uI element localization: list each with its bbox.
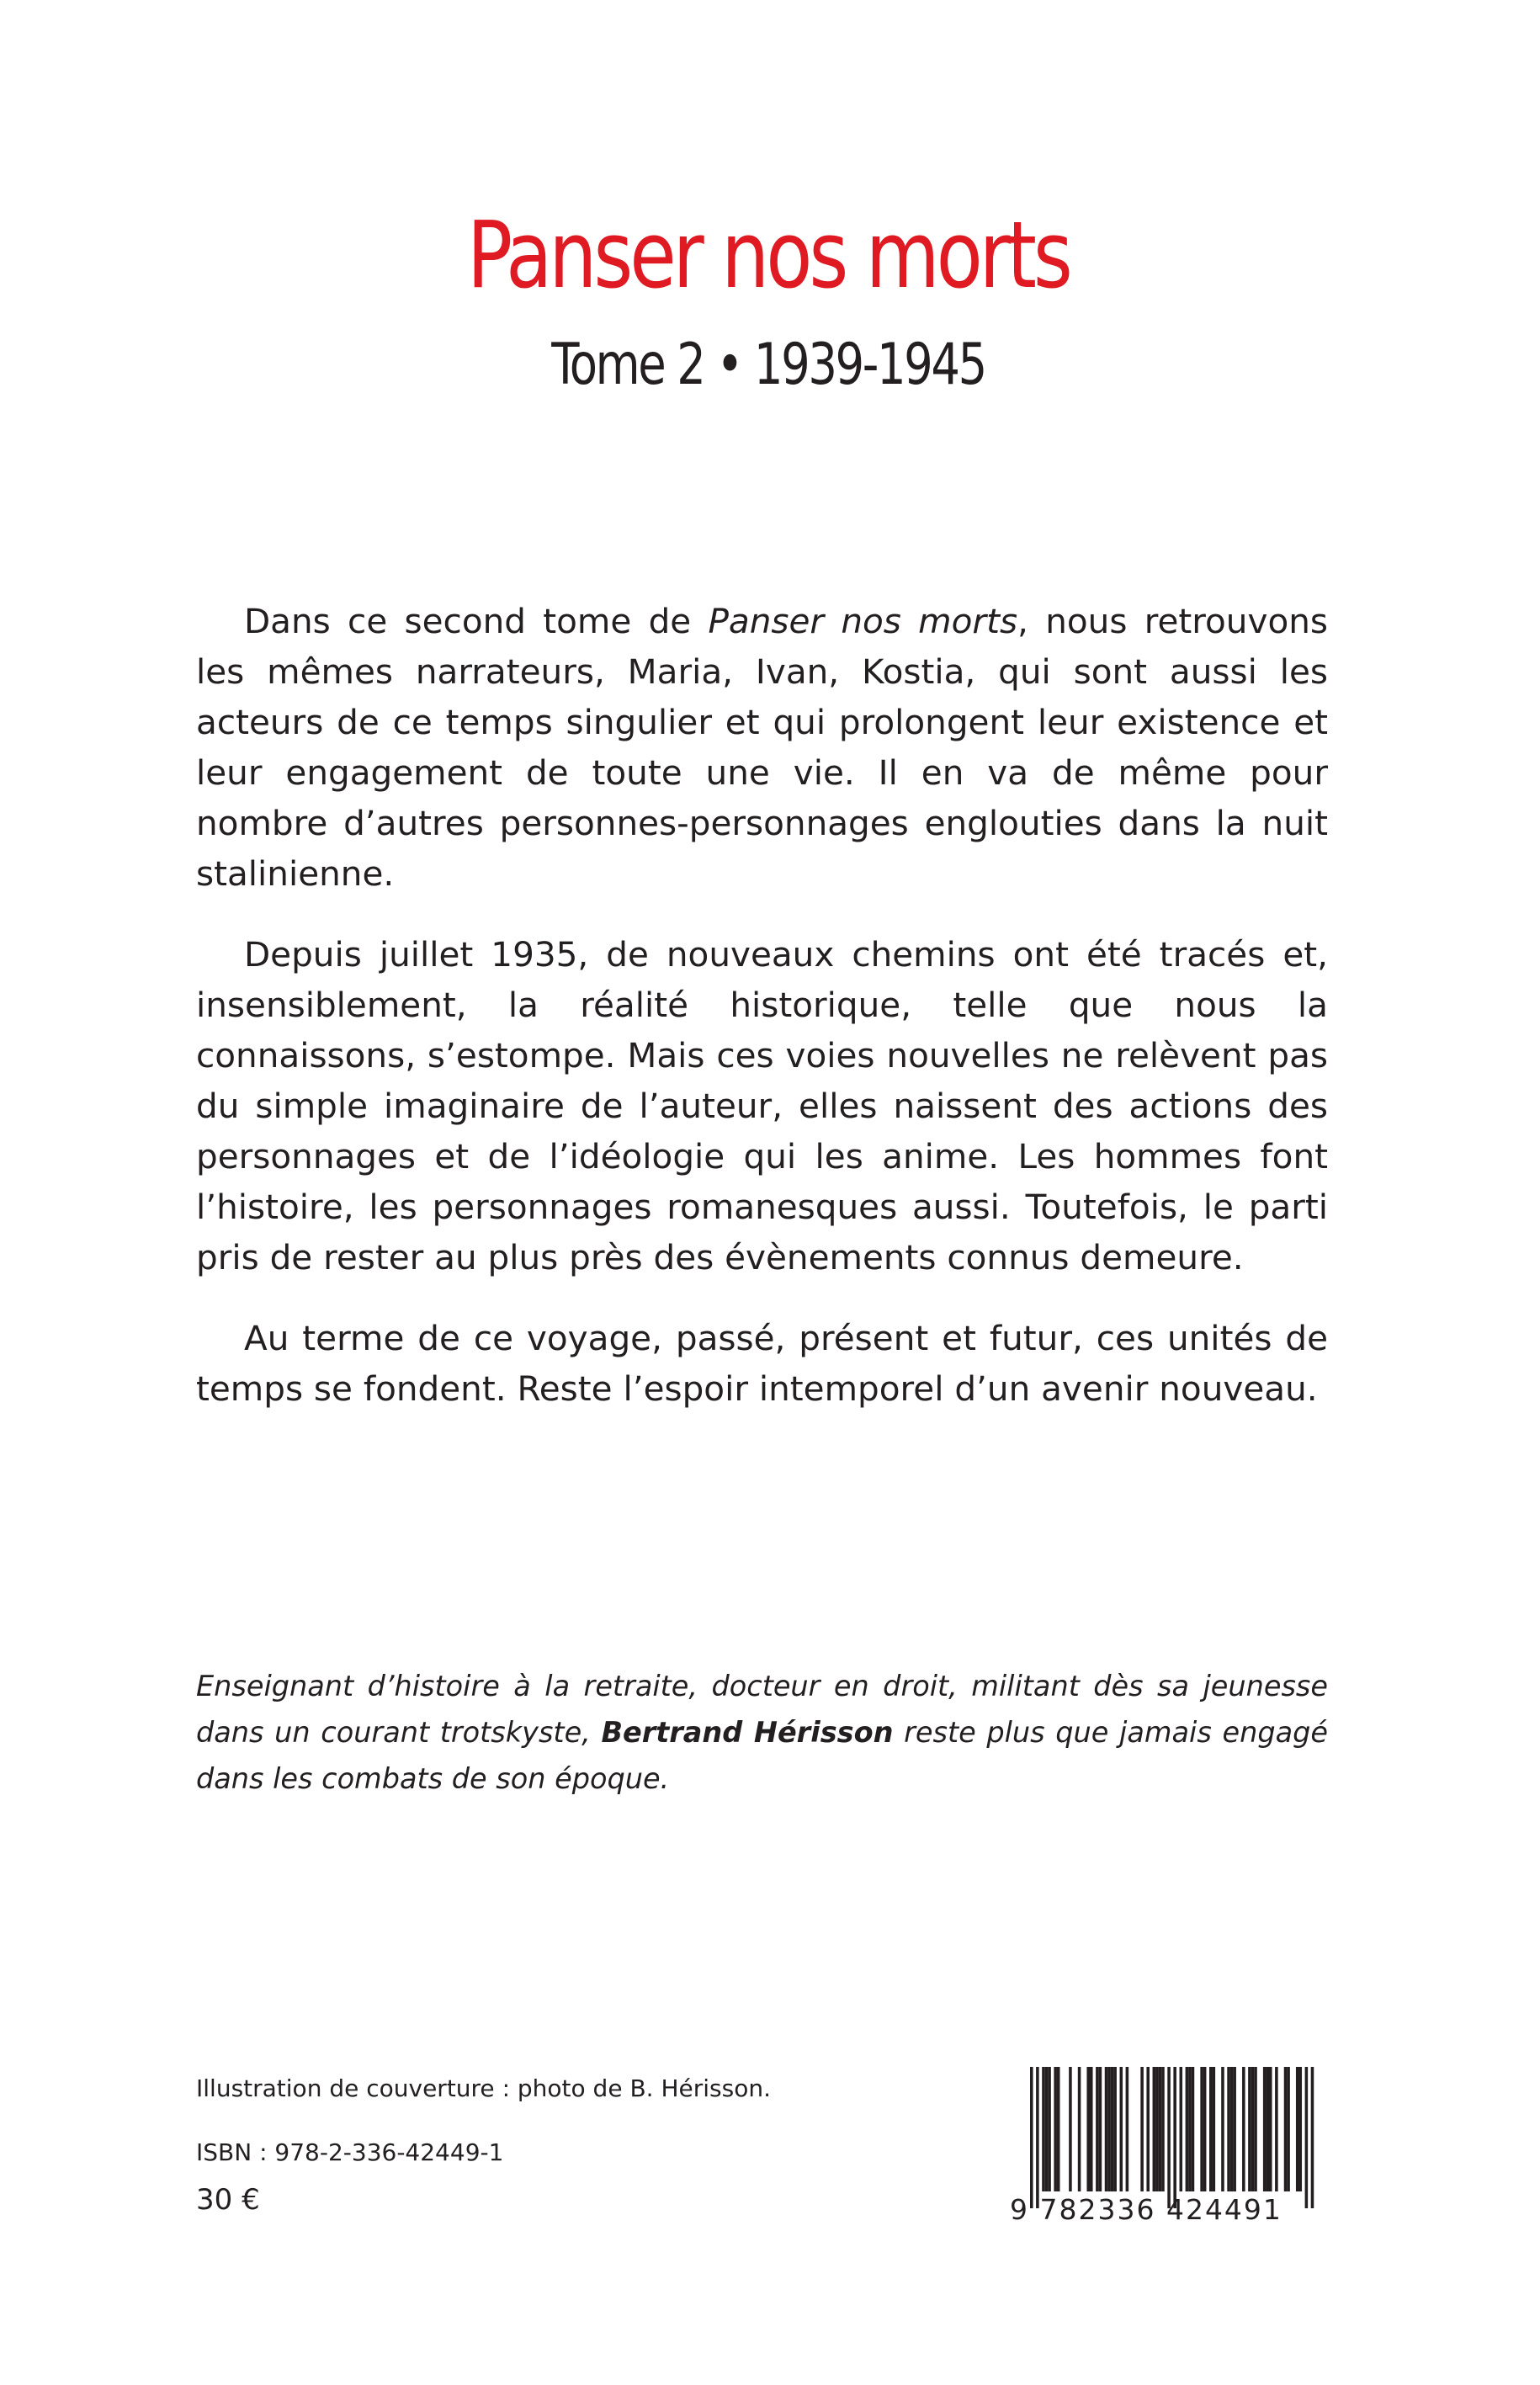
price: 30 €	[196, 2183, 260, 2217]
barcode-bar	[1113, 2067, 1117, 2191]
barcode-bar	[1227, 2067, 1230, 2191]
barcode-bar	[1233, 2067, 1236, 2191]
barcode-bar	[1155, 2067, 1159, 2191]
barcode-digits: 9 782336 424491	[1010, 2193, 1282, 2226]
barcode-bar	[1186, 2067, 1189, 2191]
barcode-bar	[1045, 2067, 1049, 2191]
barcode-bar	[1213, 2067, 1216, 2191]
barcode-bar	[1266, 2067, 1269, 2191]
barcode-bar	[1188, 2067, 1192, 2191]
synopsis-paragraph-2: Depuis juillet 1935, de nouveaux chemins ont été tracés et, insensiblement, la réalité historique, telle que nous la connaissons, s’estompe. Mais ces voies nouvelles ne relèvent pas du simple imaginaire de l’auteur, elles naissent des actions des personnages et de l’idéologie qui les anime. Les hommes font l’histoire, les personnages romanesques aussi. Toutefois, le parti pris de rester au plus près des évènements connus demeure.	[196, 934, 1328, 1277]
barcode-bar	[1153, 2067, 1156, 2191]
barcode-bar	[1209, 2067, 1213, 2191]
book-subtitle: Tome 2 • 1939-1945	[551, 332, 985, 398]
barcode-bar	[1030, 2067, 1033, 2208]
author-bio-after: reste plus que jamais engagé dans les combats de son époque.	[196, 1716, 1328, 1795]
barcode-bar	[1159, 2067, 1162, 2191]
barcode-bar	[1230, 2067, 1234, 2191]
barcode-bar	[1167, 2067, 1171, 2208]
author-bio	[196, 1663, 1328, 1802]
barcode-bar	[1111, 2067, 1114, 2191]
barcode-bar	[1242, 2067, 1245, 2191]
synopsis-paragraph-1	[196, 596, 1328, 899]
barcode-bar	[1036, 2067, 1039, 2208]
barcode-bar	[1105, 2067, 1108, 2191]
isbn: ISBN : 978-2-336-42449-1	[196, 2138, 504, 2166]
barcode-bar	[1221, 2067, 1224, 2191]
barcode-bar	[1078, 2067, 1081, 2191]
synopsis-p1-start: Dans ce second tome de	[244, 601, 709, 641]
barcode-bar	[1200, 2067, 1203, 2191]
barcode-bar	[1054, 2067, 1057, 2191]
barcode-bar	[1057, 2067, 1060, 2191]
barcode-bar	[1251, 2067, 1255, 2191]
barcode-bar	[1180, 2067, 1183, 2191]
barcode-bar	[1284, 2067, 1288, 2191]
barcode-bar	[1254, 2067, 1257, 2191]
barcode-bar	[1048, 2067, 1051, 2191]
barcode-bar	[1311, 2067, 1314, 2208]
barcode-bar	[1299, 2067, 1303, 2191]
barcode-bar	[1161, 2067, 1165, 2191]
barcode-bar	[1275, 2067, 1278, 2191]
barcode-bar	[1096, 2067, 1099, 2191]
barcode-bar	[1090, 2067, 1093, 2191]
barcode-bar	[1192, 2067, 1195, 2191]
barcode-bar	[1146, 2067, 1150, 2191]
barcode-bar	[1042, 2067, 1045, 2191]
barcode-bar	[1069, 2067, 1072, 2191]
barcode-bar	[1263, 2067, 1267, 2191]
barcode-bar	[1126, 2067, 1129, 2191]
barcode-bar	[1296, 2067, 1299, 2191]
barcode-bar	[1203, 2067, 1207, 2191]
barcode	[1010, 2067, 1330, 2232]
cover-credit: Illustration de couverture : photo de B. Hérisson.	[196, 2074, 771, 2102]
book-title: Panser nos morts	[466, 201, 1070, 309]
barcode-bar	[1086, 2067, 1090, 2191]
synopsis-p1-rest: , nous retrouvons les mêmes narrateurs, Maria, Ivan, Kostia, qui sont aussi les acteurs de ce temps singulier et qui prolongent leur existence et leur engagement de toute une vie. Il en va de même pour nombre d’autres personnes-personnages englouties dans la nuit stalinienne.	[196, 601, 1328, 894]
barcode-bar	[1140, 2067, 1144, 2191]
synopsis-paragraph-3: Au terme de ce voyage, passé, présent et futur, ces unités de temps se fondent. Reste l’espoir intemporel d’un avenir nouveau.	[196, 1318, 1328, 1409]
synopsis	[196, 596, 1328, 1444]
barcode-bar	[1248, 2067, 1251, 2191]
author-bio-before: Enseignant d’histoire à la retraite, docteur en droit, militant dès sa jeunesse dans un courant trotskyste,	[196, 1670, 1328, 1749]
barcode-bar	[1107, 2067, 1111, 2191]
author-name: Bertrand Hérisson	[601, 1716, 894, 1749]
barcode-bar	[1099, 2067, 1102, 2191]
barcode-bar	[1305, 2067, 1309, 2208]
barcode-bar	[1287, 2067, 1290, 2191]
barcode-bar	[1120, 2067, 1123, 2191]
barcode-bar	[1269, 2067, 1272, 2191]
synopsis-p1-book-title: Panser nos morts	[708, 601, 1018, 641]
barcode-bar	[1173, 2067, 1176, 2208]
